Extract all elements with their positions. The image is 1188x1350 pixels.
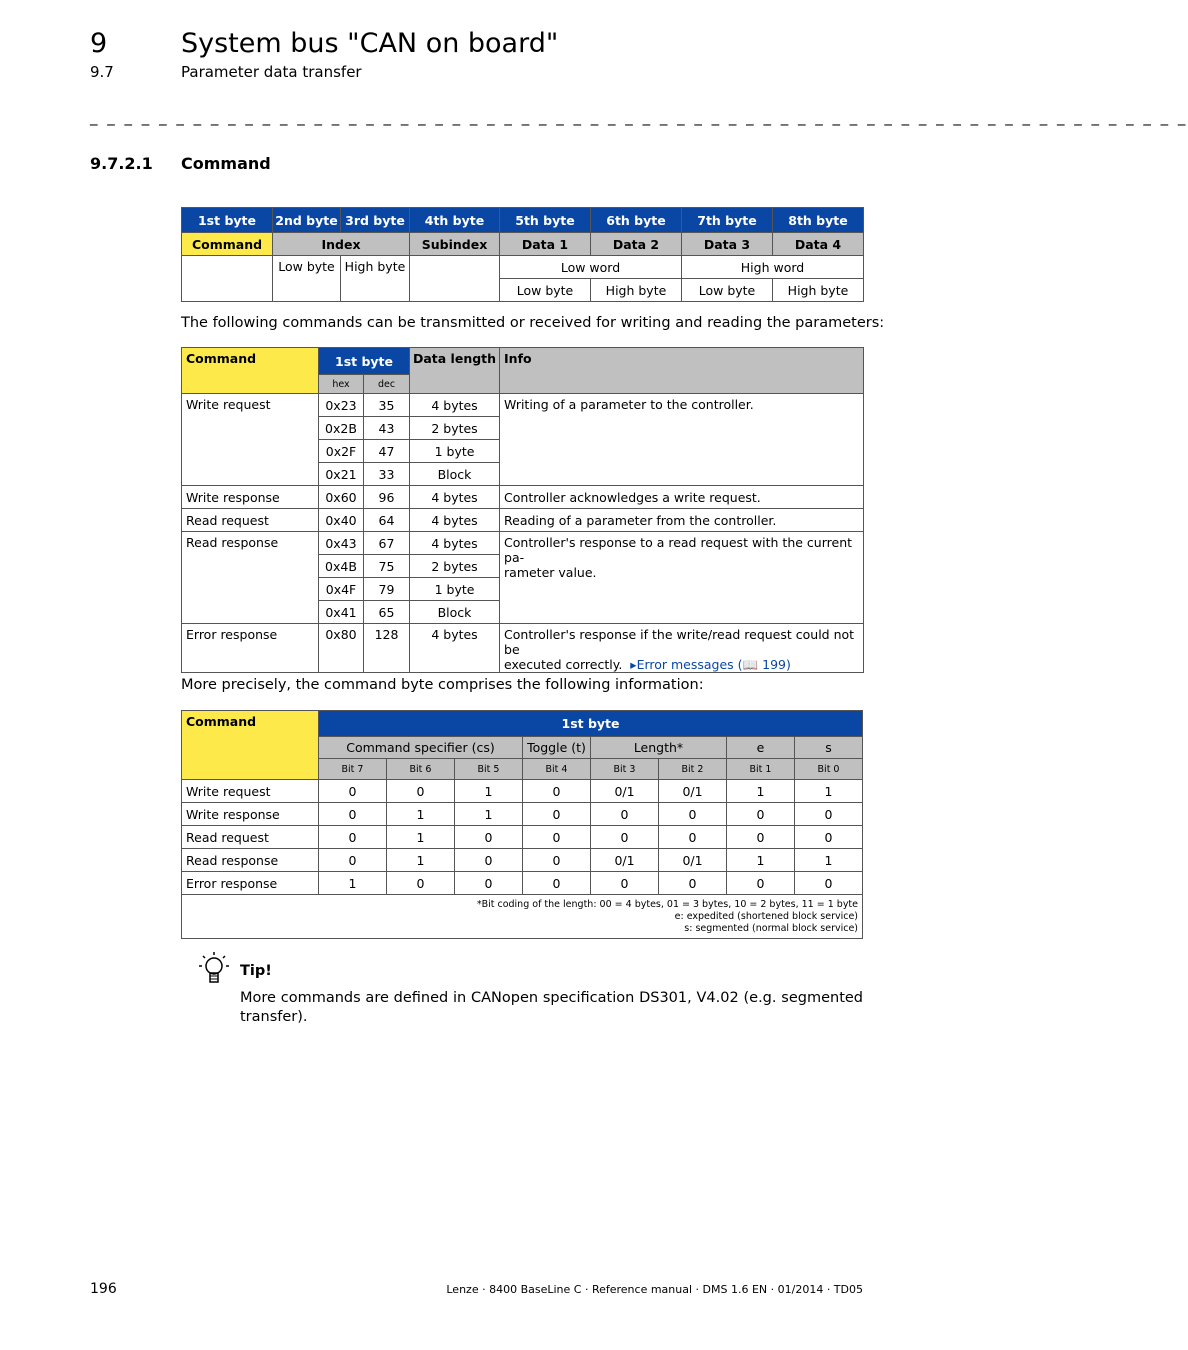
dec-value: 75 <box>364 555 410 578</box>
heading-title: Command <box>181 154 271 173</box>
table-header-row <box>182 348 864 375</box>
message-layout-table <box>181 207 864 302</box>
lightbulb-icon <box>195 950 231 986</box>
error-messages-link[interactable]: Error messages (📖 199) <box>636 657 791 672</box>
byte-header: 5th byte <box>500 208 591 233</box>
bit-header: Bit 6 <box>387 759 455 780</box>
data-length: 2 bytes <box>410 417 500 440</box>
hex-header: hex <box>319 375 364 394</box>
hex-value: 0x21 <box>319 463 364 486</box>
bit-value: 0 <box>591 803 659 826</box>
bit-value: 0 <box>659 872 727 895</box>
data-length: 4 bytes <box>410 509 500 532</box>
table-row <box>182 849 863 872</box>
section-title: Parameter data transfer <box>181 63 362 81</box>
bit-value: 0 <box>523 849 591 872</box>
hex-value: 0x40 <box>319 509 364 532</box>
data-length: Block <box>410 463 500 486</box>
index-cell: Index <box>273 233 410 256</box>
info-text: Writing of a parameter to the controller. <box>500 394 864 486</box>
table-row <box>182 486 864 509</box>
low-word-cell: Low word <box>500 256 682 279</box>
info-text: Controller acknowledges a write request. <box>500 486 864 509</box>
data-length-header: Data length <box>410 348 500 394</box>
dec-value: 128 <box>364 624 410 673</box>
high-byte-cell: High byte <box>773 279 864 302</box>
data-length: 4 bytes <box>410 624 500 673</box>
page-ref: 199 <box>762 657 786 672</box>
hex-value: 0x4B <box>319 555 364 578</box>
command-values-table <box>181 347 864 673</box>
bit-value: 0 <box>795 872 863 895</box>
info-line: Controller's response to a read request with the current pa- <box>504 535 853 565</box>
hex-value: 0x60 <box>319 486 364 509</box>
table-header-row <box>182 711 863 737</box>
bit-value: 1 <box>387 849 455 872</box>
bit-header: Bit 5 <box>455 759 523 780</box>
bit-header: Bit 0 <box>795 759 863 780</box>
command-name: Read response <box>182 532 319 624</box>
link-text: Error messages <box>636 657 734 672</box>
data-cell: Data 2 <box>591 233 682 256</box>
bit-value: 0 <box>523 872 591 895</box>
bit-value: 0 <box>727 803 795 826</box>
command-name: Write response <box>182 486 319 509</box>
command-name: Error response <box>182 624 319 673</box>
empty-cell <box>410 256 500 302</box>
low-byte-cell: Low byte <box>682 279 773 302</box>
chapter-title: System bus "CAN on board" <box>181 28 559 59</box>
bit-value: 1 <box>727 780 795 803</box>
byte-header: 2nd byte <box>273 208 341 233</box>
data-cell: Data 4 <box>773 233 864 256</box>
hex-value: 0x41 <box>319 601 364 624</box>
bit-value: 0 <box>319 849 387 872</box>
dec-value: 65 <box>364 601 410 624</box>
byte-header: 1st byte <box>319 711 863 737</box>
bit-value: 0 <box>387 780 455 803</box>
hex-value: 0x43 <box>319 532 364 555</box>
byte-header: 4th byte <box>410 208 500 233</box>
info-header: Info <box>500 348 864 394</box>
bit-value: 1 <box>387 803 455 826</box>
bit-header: Bit 1 <box>727 759 795 780</box>
data-length: 2 bytes <box>410 555 500 578</box>
bit-value: 0 <box>591 872 659 895</box>
command-specifier-header: Command specifier (cs) <box>319 737 523 759</box>
table-row <box>182 780 863 803</box>
bit-value: 1 <box>455 803 523 826</box>
hex-value: 0x4F <box>319 578 364 601</box>
bit-value: 0 <box>727 826 795 849</box>
dec-value: 67 <box>364 532 410 555</box>
bit-value: 0/1 <box>659 849 727 872</box>
command-name: Error response <box>182 872 319 895</box>
bit-value: 1 <box>795 849 863 872</box>
hex-value: 0x23 <box>319 394 364 417</box>
high-byte-cell: High byte <box>591 279 682 302</box>
byte-header: 6th byte <box>591 208 682 233</box>
bit-value: 0 <box>319 803 387 826</box>
footnotes <box>182 895 863 939</box>
length-header: Length* <box>591 737 727 759</box>
dec-value: 64 <box>364 509 410 532</box>
dec-value: 96 <box>364 486 410 509</box>
subindex-cell: Subindex <box>410 233 500 256</box>
bit-value: 0 <box>795 826 863 849</box>
data-cell: Data 3 <box>682 233 773 256</box>
bit-value: 0 <box>795 803 863 826</box>
data-length: 1 byte <box>410 578 500 601</box>
bit-value: 1 <box>795 780 863 803</box>
command-header: Command <box>182 711 319 780</box>
command-header: Command <box>182 348 319 394</box>
bit-value: 1 <box>455 780 523 803</box>
tip-text: More commands are defined in CANopen specification DS301, V4.02 (e.g. segmented transfer). <box>240 990 863 1025</box>
bit-header: Bit 2 <box>659 759 727 780</box>
dec-value: 33 <box>364 463 410 486</box>
dec-header: dec <box>364 375 410 394</box>
bit-value: 0 <box>455 826 523 849</box>
command-name: Write request <box>182 780 319 803</box>
table-row <box>182 509 864 532</box>
command-name: Read response <box>182 849 319 872</box>
bits-paragraph: More precisely, the command byte comprises the following information: <box>181 677 704 693</box>
separator-line: _ _ _ _ _ _ _ _ _ _ _ _ _ _ _ _ _ _ _ _ _ _ _ _ _ _ _ _ _ _ _ _ _ _ _ _ _ _ _ _ _ _ _ _ _ _ _ _ _ _ _ _ _ _ _ _ _ _ _ _ _ _ _ _ <box>90 108 1188 126</box>
section-number: 9.7 <box>90 63 114 81</box>
chapter-number: 9 <box>90 28 108 59</box>
intro-paragraph: The following commands can be transmitted or received for writing and reading the parameters: <box>181 315 885 331</box>
bit-value: 1 <box>727 849 795 872</box>
dec-value: 43 <box>364 417 410 440</box>
bit-header: Bit 7 <box>319 759 387 780</box>
bit-value: 0 <box>523 780 591 803</box>
bit-value: 0 <box>455 849 523 872</box>
field-row <box>182 233 864 256</box>
table-row <box>182 532 864 555</box>
info-text <box>500 532 864 624</box>
info-text: Reading of a parameter from the controller. <box>500 509 864 532</box>
heading-number: 9.7.2.1 <box>90 154 153 173</box>
toggle-header: Toggle (t) <box>523 737 591 759</box>
info-line: executed correctly. <box>504 657 623 672</box>
footnote: *Bit coding of the length: 00 = 4 bytes, 01 = 3 bytes, 10 = 2 bytes, 11 = 1 byte <box>476 898 859 910</box>
notes-row <box>182 895 863 939</box>
bit-value: 0 <box>727 872 795 895</box>
bit-value: 0 <box>659 803 727 826</box>
e-header: e <box>727 737 795 759</box>
bit-value: 1 <box>387 826 455 849</box>
tip-label: Tip! <box>240 963 272 979</box>
page-number: 196 <box>90 1281 117 1297</box>
command-name: Write request <box>182 394 319 486</box>
table-row <box>182 872 863 895</box>
dec-value: 79 <box>364 578 410 601</box>
bit-value: 0 <box>659 826 727 849</box>
byte-header: 3rd byte <box>341 208 410 233</box>
bit-value: 0 <box>591 826 659 849</box>
bit-value: 0 <box>319 826 387 849</box>
bit-value: 0 <box>319 780 387 803</box>
table-row <box>182 826 863 849</box>
hex-value: 0x80 <box>319 624 364 673</box>
table-row <box>182 394 864 417</box>
data-length: Block <box>410 601 500 624</box>
info-line: Controller's response if the write/read request could not be <box>504 627 855 657</box>
info-text <box>500 624 864 673</box>
word-row <box>182 256 864 279</box>
bit-value: 0/1 <box>591 849 659 872</box>
book-icon: 📖 <box>742 657 759 672</box>
low-byte-cell: Low byte <box>273 256 341 302</box>
command-name: Write response <box>182 803 319 826</box>
command-name: Read request <box>182 509 319 532</box>
bit-value: 0 <box>523 826 591 849</box>
table-row <box>182 624 864 673</box>
empty-cell <box>182 256 273 302</box>
byte-header-row <box>182 208 864 233</box>
data-length: 4 bytes <box>410 394 500 417</box>
data-cell: Data 1 <box>500 233 591 256</box>
bit-header: Bit 3 <box>591 759 659 780</box>
bit-value: 0 <box>387 872 455 895</box>
high-word-cell: High word <box>682 256 864 279</box>
bit-value: 0/1 <box>591 780 659 803</box>
info-line: rameter value. <box>504 565 597 580</box>
footnote: s: segmented (normal block service) <box>684 922 859 934</box>
bit-value: 1 <box>319 872 387 895</box>
data-length: 1 byte <box>410 440 500 463</box>
bit-value: 0 <box>455 872 523 895</box>
footnote: e: expedited (shortened block service) <box>674 910 859 922</box>
hex-value: 0x2F <box>319 440 364 463</box>
footer-doc-info: Lenze · 8400 BaseLine C · Reference manual · DMS 1.6 EN · 01/2014 · TD05 <box>446 1283 863 1296</box>
command-cell: Command <box>182 233 273 256</box>
high-byte-cell: High byte <box>341 256 410 302</box>
bit-value: 0/1 <box>659 780 727 803</box>
table-row <box>182 803 863 826</box>
data-length: 4 bytes <box>410 532 500 555</box>
arrow-right-icon: ▸ <box>630 657 637 672</box>
bit-value: 0 <box>523 803 591 826</box>
low-byte-cell: Low byte <box>500 279 591 302</box>
byte-header: 8th byte <box>773 208 864 233</box>
data-length: 4 bytes <box>410 486 500 509</box>
s-header: s <box>795 737 863 759</box>
byte-header: 1st byte <box>182 208 273 233</box>
byte-header: 7th byte <box>682 208 773 233</box>
command-name: Read request <box>182 826 319 849</box>
byte-header: 1st byte <box>319 348 410 375</box>
dec-value: 35 <box>364 394 410 417</box>
hex-value: 0x2B <box>319 417 364 440</box>
bit-header: Bit 4 <box>523 759 591 780</box>
dec-value: 47 <box>364 440 410 463</box>
bit-coding-table <box>181 710 863 939</box>
